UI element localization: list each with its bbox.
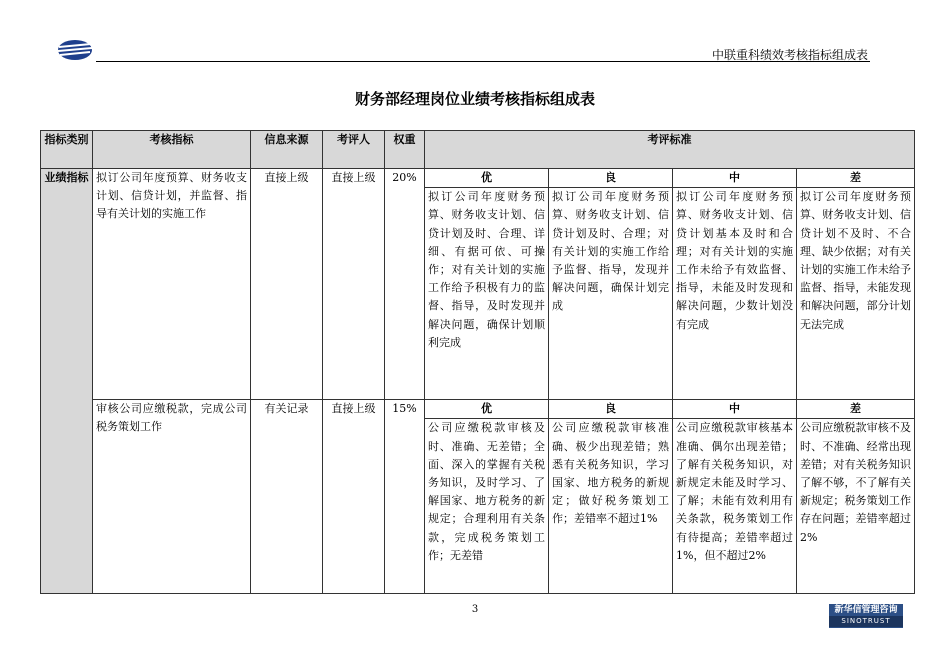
standard-excellent: 公司应缴税款审核及时、准确、无差错；全面、深入的掌握有关税务知识，及时学习、了解国家、地方税务的新规定；合理利用有关条款，完成税务策划工作；无差错 (425, 419, 549, 594)
indicator-table (40, 130, 915, 594)
company-logo-icon (56, 38, 94, 62)
weight-cell: 15% (385, 400, 425, 594)
standard-good: 公司应缴税款审核准确、极少出现差错；熟悉有关税务知识，学习国家、地方税务的新规定；做好税务策划工作；差错率不超过1% (549, 419, 673, 594)
col-header-weight: 权重 (385, 131, 425, 169)
brand-cn: 新华信管理咨询 (834, 605, 898, 615)
grade-good: 良 (549, 400, 673, 419)
brand-en: SINOTRUST (829, 616, 903, 627)
standard-poor: 公司应缴税款审核不及时、不准确、经常出现差错；对有关税务知识了解不够，不了解有关新规定；税务策划工作存在问题；差错率超过2% (797, 419, 915, 594)
header-doc-name: 中联重科绩效考核指标组成表 (711, 48, 868, 62)
evaluator-cell: 直接上级 (323, 169, 385, 400)
grade-poor: 差 (797, 400, 915, 419)
indicator-cell: 拟订公司年度预算、财务收支计划、信贷计划，并监督、指导有关计划的实施工作 (93, 169, 251, 400)
category-cell: 业绩指标 (41, 169, 93, 594)
indicator-cell: 审核公司应缴税款，完成公司税务策划工作 (93, 400, 251, 594)
standard-good: 拟订公司年度财务预算、财务收支计划、信贷计划及时、合理；对有关计划的实施工作给予监督、指导，发现并解决问题，确保计划完成 (549, 188, 673, 400)
source-cell: 直接上级 (251, 169, 323, 400)
col-header-category: 指标类别 (41, 131, 93, 169)
grade-poor: 差 (797, 169, 915, 188)
standard-poor: 拟订公司年度财务预算、财务收支计划、信贷计划不及时、不合理、缺少依据；对有关计划的实施工作未给予监督、指导，未能发现和解决问题，部分计划无法完成 (797, 188, 915, 400)
col-header-evaluator: 考评人 (323, 131, 385, 169)
col-header-indicator: 考核指标 (93, 131, 251, 169)
header-row (41, 131, 915, 169)
grade-good: 良 (549, 169, 673, 188)
standard-excellent: 拟订公司年度财务预算、财务收支计划、信贷计划及时、合理、详细、有据可依、可操作；对有关计划的实施工作给予积极有力的监督、指导，及时发现并解决问题，确保计划顺利完成 (425, 188, 549, 400)
table-row (41, 169, 915, 188)
page-title: 财务部经理岗位业绩考核指标组成表 (354, 90, 595, 108)
col-header-source: 信息来源 (251, 131, 323, 169)
page-number: 3 (471, 604, 479, 615)
header-rule (96, 61, 870, 62)
sinotrust-logo (829, 604, 903, 628)
evaluator-cell: 直接上级 (323, 400, 385, 594)
grade-excellent: 优 (425, 400, 549, 419)
table-row (41, 400, 915, 419)
col-header-standard: 考评标准 (425, 131, 915, 169)
standard-average: 拟订公司年度财务预算、财务收支计划、信贷计划基本及时和合理；对有关计划的实施工作未给予有效监督、指导，未能及时发现和解决问题，少数计划没有完成 (673, 188, 797, 400)
standard-average: 公司应缴税款审核基本准确、偶尔出现差错；了解有关税务知识，对新规定未能及时学习、了解；未能有效利用有关条款，税务策划工作有待提高；差错率超过1%，但不超过2% (673, 419, 797, 594)
grade-average: 中 (673, 400, 797, 419)
grade-excellent: 优 (425, 169, 549, 188)
grade-average: 中 (673, 169, 797, 188)
source-cell: 有关记录 (251, 400, 323, 594)
weight-cell: 20% (385, 169, 425, 400)
